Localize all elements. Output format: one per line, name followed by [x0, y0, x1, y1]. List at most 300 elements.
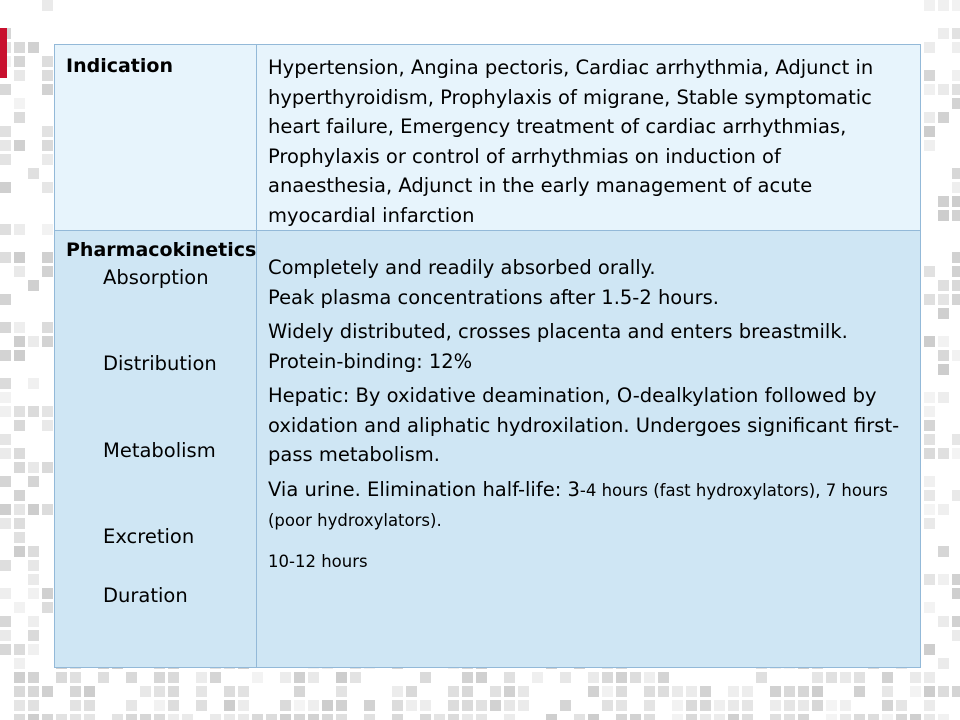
- background-square: [728, 700, 739, 711]
- background-square: [938, 364, 949, 375]
- background-square: [28, 336, 39, 347]
- background-square: [728, 686, 739, 697]
- background-square: [140, 714, 151, 720]
- background-square: [0, 294, 11, 305]
- background-square: [770, 700, 781, 711]
- background-square: [476, 714, 487, 720]
- background-square: [896, 714, 907, 720]
- background-square: [644, 700, 655, 711]
- background-square: [0, 406, 11, 417]
- background-square: [644, 714, 655, 720]
- background-square: [28, 672, 39, 683]
- background-square: [420, 672, 431, 683]
- background-square: [0, 350, 11, 361]
- background-square: [14, 56, 25, 67]
- background-square: [0, 504, 11, 515]
- pk-content: [257, 231, 920, 572]
- background-square: [14, 98, 25, 109]
- indication-text: Hypertension, Angina pectoris, Cardiac arrhythmia, Adjunct in hyperthyroidism, Prophylaxis of migrane, Stable symptomatic heart failure, Emergency treatment of cardiac arrhythmias, Prophylaxis or control of arrhythmias on induction of anaesthesia, Adjunct in the early management of acute myocardial infarction: [268, 56, 874, 227]
- background-square: [14, 406, 25, 417]
- background-square: [938, 308, 949, 319]
- background-square: [42, 182, 53, 193]
- background-square: [14, 518, 25, 529]
- background-square: [952, 434, 960, 445]
- background-square: [924, 700, 935, 711]
- background-square: [28, 714, 39, 720]
- background-square: [462, 672, 473, 683]
- background-square: [336, 714, 347, 720]
- background-square: [630, 714, 641, 720]
- background-square: [952, 448, 960, 459]
- background-square: [14, 686, 25, 697]
- background-square: [490, 700, 501, 711]
- background-square: [938, 448, 949, 459]
- background-square: [616, 672, 627, 683]
- background-square: [630, 672, 641, 683]
- background-square: [952, 28, 960, 39]
- background-square: [868, 714, 879, 720]
- background-square: [924, 420, 935, 431]
- background-square: [924, 504, 935, 515]
- background-square: [938, 686, 949, 697]
- background-square: [42, 504, 53, 515]
- background-square: [238, 700, 249, 711]
- background-square: [952, 630, 960, 641]
- background-square: [952, 196, 960, 207]
- background-square: [462, 700, 473, 711]
- background-square: [938, 504, 949, 515]
- background-square: [952, 294, 960, 305]
- background-square: [294, 686, 305, 697]
- background-square: [546, 714, 557, 720]
- distribution-label: Distribution: [103, 352, 217, 375]
- background-square: [336, 672, 347, 683]
- background-square: [532, 672, 543, 683]
- background-square: [602, 686, 613, 697]
- background-square: [406, 686, 417, 697]
- absorption-line-1: Completely and readily absorbed orally.: [268, 256, 656, 279]
- background-square: [420, 700, 431, 711]
- background-square: [672, 686, 683, 697]
- background-square: [14, 532, 25, 543]
- background-square: [686, 714, 697, 720]
- background-square: [70, 672, 81, 683]
- background-square: [924, 714, 935, 720]
- background-square: [84, 686, 95, 697]
- background-square: [0, 126, 11, 137]
- background-square: [70, 714, 81, 720]
- background-square: [560, 672, 571, 683]
- background-square: [896, 700, 907, 711]
- background-square: [42, 154, 53, 165]
- background-square: [952, 42, 960, 53]
- background-square: [392, 714, 403, 720]
- distribution-line-2: Protein-binding: 12%: [268, 349, 473, 373]
- background-square: [938, 28, 949, 39]
- background-square: [714, 700, 725, 711]
- metabolism-text: Hepatic: By oxidative deamination, O-dealkylation followed by oxidation and aliphatic hydroxilation. Undergoes significant first-pass metabolism.: [268, 384, 900, 466]
- background-square: [476, 700, 487, 711]
- background-square: [672, 700, 683, 711]
- background-square: [952, 280, 960, 291]
- background-square: [336, 686, 347, 697]
- background-square: [238, 714, 249, 720]
- background-square: [140, 686, 151, 697]
- background-square: [854, 672, 865, 683]
- background-square: [938, 658, 949, 669]
- pharmacokinetics-content-cell: [257, 231, 921, 668]
- background-square: [42, 462, 53, 473]
- indication-content-cell: [257, 45, 921, 231]
- background-square: [938, 0, 949, 11]
- background-square: [952, 616, 960, 627]
- background-square: [0, 476, 11, 487]
- indication-row: [55, 45, 921, 231]
- background-square: [952, 490, 960, 501]
- background-square: [28, 280, 39, 291]
- background-square: [952, 252, 960, 263]
- background-square: [14, 462, 25, 473]
- background-square: [98, 672, 109, 683]
- background-square: [42, 322, 53, 333]
- background-square: [504, 700, 515, 711]
- background-square: [42, 56, 53, 67]
- excretion-main: Via urine. Elimination half-life: 3: [268, 477, 580, 501]
- background-square: [0, 448, 11, 459]
- background-square: [924, 84, 935, 95]
- background-square: [616, 686, 627, 697]
- background-square: [938, 280, 949, 291]
- background-square: [126, 714, 137, 720]
- excretion-text: [268, 475, 910, 536]
- background-square: [784, 714, 795, 720]
- background-square: [294, 672, 305, 683]
- pharmacokinetics-label-cell: [55, 231, 257, 668]
- background-square: [266, 714, 277, 720]
- background-square: [756, 672, 767, 683]
- background-square: [434, 714, 445, 720]
- drug-info-table: [54, 44, 921, 668]
- background-square: [420, 714, 431, 720]
- background-square: [952, 84, 960, 95]
- background-square: [42, 686, 53, 697]
- background-square: [840, 672, 851, 683]
- background-square: [280, 672, 291, 683]
- background-square: [42, 126, 53, 137]
- background-square: [28, 504, 39, 515]
- background-square: [938, 210, 949, 221]
- background-square: [784, 700, 795, 711]
- indication-label-cell: [55, 45, 257, 231]
- excretion-label: Excretion: [103, 525, 195, 548]
- background-square: [0, 434, 11, 445]
- background-square: [0, 588, 11, 599]
- background-square: [238, 686, 249, 697]
- background-square: [504, 672, 515, 683]
- background-square: [84, 714, 95, 720]
- duration-label: Duration: [103, 584, 188, 607]
- absorption-line-2: Peak plasma concentrations after 1.5-2 hours.: [268, 285, 719, 309]
- background-square: [28, 378, 39, 389]
- background-square: [0, 616, 11, 627]
- excretion-detail: -4 hours (fast hydroxylators), 7 hours (poor hydroxylators).: [268, 480, 888, 530]
- background-square: [938, 392, 949, 403]
- background-square: [490, 686, 501, 697]
- background-square: [42, 0, 53, 11]
- distribution-line-1: Widely distributed, crosses placenta and enters breastmilk.: [268, 320, 848, 343]
- background-square: [644, 686, 655, 697]
- background-square: [350, 672, 361, 683]
- background-square: [798, 686, 809, 697]
- background-square: [28, 546, 39, 557]
- background-square: [924, 490, 935, 501]
- background-square: [28, 700, 39, 711]
- background-square: [196, 686, 207, 697]
- background-square: [840, 714, 851, 720]
- background-square: [28, 616, 39, 627]
- background-square: [798, 714, 809, 720]
- background-square: [224, 714, 235, 720]
- background-square: [0, 252, 11, 263]
- background-square: [14, 70, 25, 81]
- background-square: [280, 700, 291, 711]
- background-square: [700, 700, 711, 711]
- background-square: [952, 182, 960, 193]
- background-square: [42, 224, 53, 235]
- background-square: [700, 686, 711, 697]
- background-square: [854, 714, 865, 720]
- background-square: [938, 616, 949, 627]
- background-square: [504, 714, 515, 720]
- background-square: [182, 714, 193, 720]
- metabolism-label: Metabolism: [103, 439, 216, 462]
- background-square: [154, 672, 165, 683]
- background-square: [14, 546, 25, 557]
- background-square: [14, 224, 25, 235]
- background-square: [392, 700, 403, 711]
- background-square: [602, 672, 613, 683]
- background-square: [448, 714, 459, 720]
- background-square: [910, 686, 921, 697]
- background-square: [840, 700, 851, 711]
- background-square: [952, 574, 960, 585]
- background-square: [126, 700, 137, 711]
- background-square: [938, 546, 949, 557]
- background-square: [924, 294, 935, 305]
- background-square: [616, 714, 627, 720]
- background-square: [700, 714, 711, 720]
- background-square: [924, 406, 935, 417]
- background-square: [952, 266, 960, 277]
- background-square: [392, 686, 403, 697]
- background-square: [42, 252, 53, 263]
- background-square: [518, 686, 529, 697]
- background-square: [28, 476, 39, 487]
- background-square: [308, 672, 319, 683]
- background-square: [924, 434, 935, 445]
- background-square: [168, 672, 179, 683]
- background-square: [28, 462, 39, 473]
- background-square: [574, 714, 585, 720]
- background-square: [952, 210, 960, 221]
- background-square: [14, 336, 25, 347]
- background-square: [0, 378, 11, 389]
- background-square: [0, 630, 11, 641]
- background-square: [448, 686, 459, 697]
- background-square: [812, 700, 823, 711]
- background-square: [658, 686, 669, 697]
- background-square: [924, 672, 935, 683]
- background-square: [42, 588, 53, 599]
- background-square: [882, 686, 893, 697]
- background-square: [28, 574, 39, 585]
- background-square: [322, 700, 333, 711]
- background-square: [518, 700, 529, 711]
- pk-sublabels: [55, 261, 256, 667]
- background-square: [0, 644, 11, 655]
- background-square: [938, 294, 949, 305]
- background-square: [938, 336, 949, 347]
- background-square: [42, 266, 53, 277]
- background-square: [602, 700, 613, 711]
- background-square: [938, 714, 949, 720]
- background-square: [406, 700, 417, 711]
- background-square: [294, 700, 305, 711]
- background-square: [14, 602, 25, 613]
- background-square: [70, 700, 81, 711]
- background-square: [812, 672, 823, 683]
- background-square: [924, 392, 935, 403]
- background-square: [168, 700, 179, 711]
- background-square: [952, 686, 960, 697]
- background-square: [952, 588, 960, 599]
- background-square: [812, 686, 823, 697]
- background-square: [938, 84, 949, 95]
- background-square: [154, 700, 165, 711]
- background-square: [14, 490, 25, 501]
- background-square: [826, 700, 837, 711]
- background-square: [28, 644, 39, 655]
- background-square: [28, 560, 39, 571]
- background-square: [14, 448, 25, 459]
- background-square: [714, 714, 725, 720]
- background-square: [924, 574, 935, 585]
- background-square: [784, 686, 795, 697]
- background-square: [308, 700, 319, 711]
- background-square: [0, 560, 11, 571]
- background-square: [196, 672, 207, 683]
- background-square: [952, 350, 960, 361]
- background-square: [798, 700, 809, 711]
- background-square: [0, 84, 11, 95]
- background-square: [42, 336, 53, 347]
- background-square: [924, 518, 935, 529]
- background-square: [14, 504, 25, 515]
- background-square: [448, 700, 459, 711]
- background-square: [14, 112, 25, 123]
- background-square: [224, 686, 235, 697]
- background-square: [308, 714, 319, 720]
- background-square: [728, 714, 739, 720]
- background-square: [616, 700, 627, 711]
- background-square: [742, 700, 753, 711]
- indication-label: Indication: [66, 55, 173, 77]
- background-square: [588, 714, 599, 720]
- background-square: [28, 588, 39, 599]
- background-square: [952, 98, 960, 109]
- background-square: [168, 714, 179, 720]
- background-square: [770, 714, 781, 720]
- background-square: [84, 700, 95, 711]
- background-square: [854, 686, 865, 697]
- duration-text: 10-12 hours: [268, 551, 368, 571]
- background-square: [14, 322, 25, 333]
- background-square: [924, 686, 935, 697]
- background-square: [938, 350, 949, 361]
- background-square: [588, 672, 599, 683]
- background-square: [924, 644, 935, 655]
- background-square: [280, 714, 291, 720]
- background-square: [154, 686, 165, 697]
- background-square: [196, 700, 207, 711]
- background-square: [42, 84, 53, 95]
- accent-bar: [0, 28, 7, 78]
- background-square: [14, 714, 25, 720]
- background-square: [882, 672, 893, 683]
- background-square: [224, 700, 235, 711]
- background-square: [70, 686, 81, 697]
- background-square: [0, 224, 11, 235]
- background-square: [154, 714, 165, 720]
- background-square: [924, 126, 935, 137]
- background-square: [0, 322, 11, 333]
- background-square: [952, 0, 960, 11]
- background-square: [14, 644, 25, 655]
- background-square: [28, 686, 39, 697]
- background-square: [42, 420, 53, 431]
- background-square: [952, 168, 960, 179]
- background-square: [14, 140, 25, 151]
- background-square: [462, 714, 473, 720]
- background-square: [28, 630, 39, 641]
- background-square: [322, 714, 333, 720]
- background-square: [14, 252, 25, 263]
- background-square: [924, 336, 935, 347]
- background-square: [56, 672, 67, 683]
- background-square: [644, 672, 655, 683]
- pharmacokinetics-row: [55, 231, 921, 668]
- background-square: [882, 714, 893, 720]
- background-square: [462, 686, 473, 697]
- background-square: [210, 714, 221, 720]
- background-square: [742, 714, 753, 720]
- background-square: [0, 518, 11, 529]
- background-square: [364, 700, 375, 711]
- background-square: [672, 714, 683, 720]
- background-square: [14, 672, 25, 683]
- background-square: [742, 686, 753, 697]
- background-square: [938, 112, 949, 123]
- background-square: [504, 686, 515, 697]
- background-square: [686, 700, 697, 711]
- background-square: [924, 0, 935, 11]
- background-square: [0, 154, 11, 165]
- background-square: [14, 658, 25, 669]
- background-square: [14, 42, 25, 53]
- background-square: [938, 196, 949, 207]
- background-square: [42, 602, 53, 613]
- background-square: [364, 714, 375, 720]
